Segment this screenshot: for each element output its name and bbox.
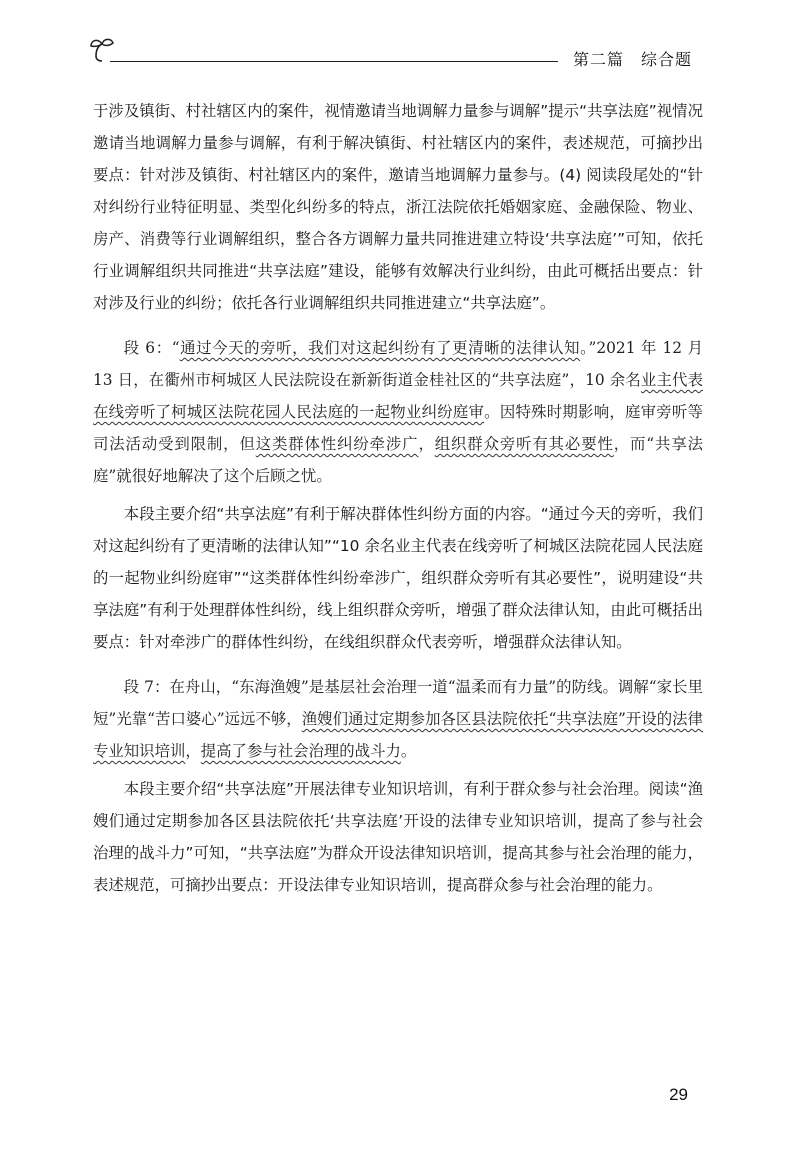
text-span: ， [185, 742, 201, 760]
underlined-quote: 渔嫂们通过定期参加各区县法院依托“共享法庭”开设的法律专业知识培训 [93, 710, 703, 760]
underlined-quote: 组织群众旁听有其必要性 [434, 435, 614, 453]
source-paragraph-7 [93, 671, 703, 767]
text-span: 段 7：在舟山，“东海渔嫂”是基层社会治理一道“温柔而有力量”的防线。调解“家长里短”光靠“苦口婆心”远远不够， [93, 678, 703, 728]
text-span: 。”2021 年 12 月 13 日，在衢州市柯城区人民法院设在新新街道金桂社区的“共享法庭”，10 余名 [93, 339, 703, 389]
text-span: ， [418, 435, 435, 453]
text-span: 。 [400, 742, 417, 760]
text-span: ，而“共享法庭”就很好地解决了这个后顾之忧。 [93, 435, 703, 485]
page-body [93, 95, 703, 901]
underlined-quote: 这类群体性纠纷牵涉广 [255, 435, 419, 453]
analysis-paragraph-1: 于涉及镇街、村社辖区内的案件，视情邀请当地调解力量参与调解”提示“共享法庭”视情况邀请当地调解力量参与调解，有利于解决镇街、村社辖区内的案件，表述规范，可摘抄出要点：针对涉及镇街、村社辖区内的案件，邀请当地调解力量参与。(4) 阅读段尾处的“针对纠纷行业特征明显、类型化纠纷多的特点，浙江法院依托婚姻家庭、金融保险、物业、房产、消费等行业调解组织，整合各方调解力量共同推进建立特设‘共享法庭’”可知，依托行业调解组织共同推进“共享法庭”建设，能够有效解决行业纠纷，由此可概括出要点：针对涉及行业的纠纷；依托各行业调解组织共同推进建立“共享法庭”。 [93, 102, 703, 312]
underlined-quote: 业主代表在线旁听了柯城区法院花园人民法庭的一起物业纠纷庭审 [93, 371, 703, 421]
text-span: 。因特殊时期影响，庭审旁听等司法活动受到限制，但 [93, 403, 703, 453]
underlined-quote: 提高了参与社会治理的战斗力 [200, 742, 401, 760]
source-paragraph-6 [93, 332, 703, 492]
header-rule [110, 61, 558, 62]
analysis-paragraph-7: 本段主要介绍“共享法庭”开展法律专业知识培训，有利于群众参与社会治理。阅读“渔嫂们通过定期参加各区县法院依托‘共享法庭’开设的法律专业知识培训，提高了参与社会治理的战斗力”可知，“共享法庭”为群众开设法律知识培训，提高其参与社会治理的能力，表述规范，可摘抄出要点：开设法律专业知识培训，提高群众参与社会治理的能力。 [93, 780, 703, 894]
page-number: 29 [669, 1085, 688, 1104]
analysis-paragraph-6: 本段主要介绍“共享法庭”有利于解决群体性纠纷方面的内容。“通过今天的旁听，我们对这起纠纷有了更清晰的法律认知”“10 余名业主代表在线旁听了柯城区法院花园人民法庭的一起物业纠纷庭审”“这类群体性纠纷牵涉广，组织群众旁听有其必要性”，说明建设“共享法庭”有利于处理群体性纠纷，线上组织群众旁听，增强了群众法律认知，由此可概括出要点：针对牵涉广的群体性纠纷，在线组织群众代表旁听，增强群众法律认知。 [93, 505, 703, 651]
page-header [0, 0, 800, 80]
section-title: 第二篇 综合题 [572, 50, 692, 69]
underlined-quote: 通过今天的旁听，我们对这起纠纷有了更清晰的法律认知 [179, 339, 581, 357]
text-span: 段 6：“ [123, 339, 180, 357]
